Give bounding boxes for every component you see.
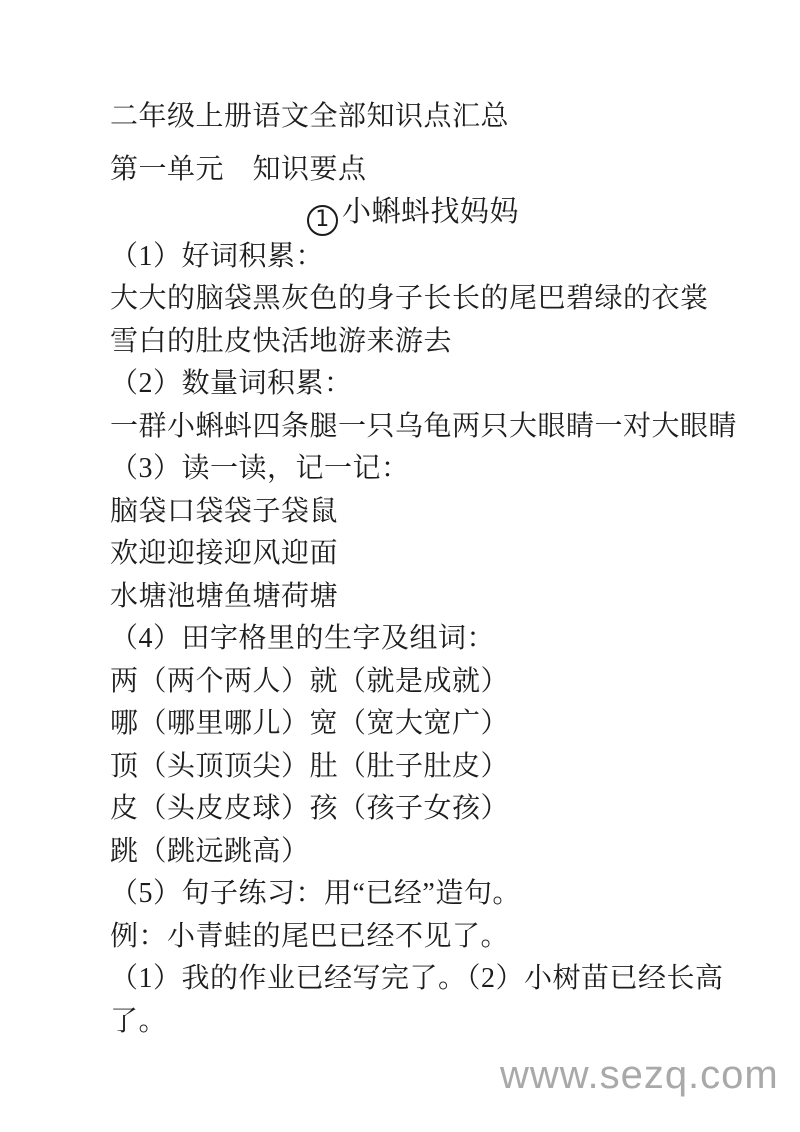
text-line: 水塘池塘鱼塘荷塘 [110, 580, 339, 612]
circled-number-icon: 1 [307, 205, 338, 236]
document-body [110, 96, 800, 1043]
text-line: 雪白的肚皮快活地游来游去 [110, 325, 453, 357]
text-line: 皮（头皮皮球）孩（孩子女孩） [110, 793, 510, 824]
text-line: 例：小青蛙的尾巴已经不见了。 [110, 920, 510, 952]
text-line: 了。 [110, 1005, 168, 1037]
lesson-title [110, 191, 800, 236]
section-heading: （5）句子练习：用“已经”造句。 [110, 878, 521, 909]
text-line: 大大的脑袋黑灰色的身子长长的尾巴碧绿的衣裳 [110, 283, 709, 314]
text-line: 跳（跳远跳高） [110, 835, 310, 867]
section-heading: （2）数量词积累： [110, 368, 353, 399]
unit-heading: 第一单元 知识要点 [110, 153, 367, 185]
document-title: 二年级上册语文全部知识点汇总 [110, 101, 510, 132]
text-line: 脑袋口袋袋子袋鼠 [110, 495, 339, 527]
text-line: 一群小蝌蚪四条腿一只乌龟两只大眼睛一对大眼睛 [110, 410, 738, 442]
section-heading: （1）好词积累： [110, 240, 325, 272]
section-heading: （3）读一读，记一记： [110, 453, 410, 484]
text-line: 顶（头顶顶尖）肚（肚子肚皮） [110, 750, 510, 782]
text-line: （1）我的作业已经写完了。（2）小树苗已经长高 [110, 963, 724, 994]
text-line: 欢迎迎接迎风迎面 [110, 538, 339, 569]
site-watermark: www.sezq.com [500, 1053, 779, 1097]
text-line: 两（两个两人）就（就是成就） [110, 665, 510, 697]
section-heading: （4）田字格里的生字及组词： [110, 623, 496, 654]
text-line: 哪（哪里哪儿）宽（宽大宽广） [110, 708, 510, 739]
lesson-title-text: 小蝌蚪找妈妈 [342, 196, 520, 228]
